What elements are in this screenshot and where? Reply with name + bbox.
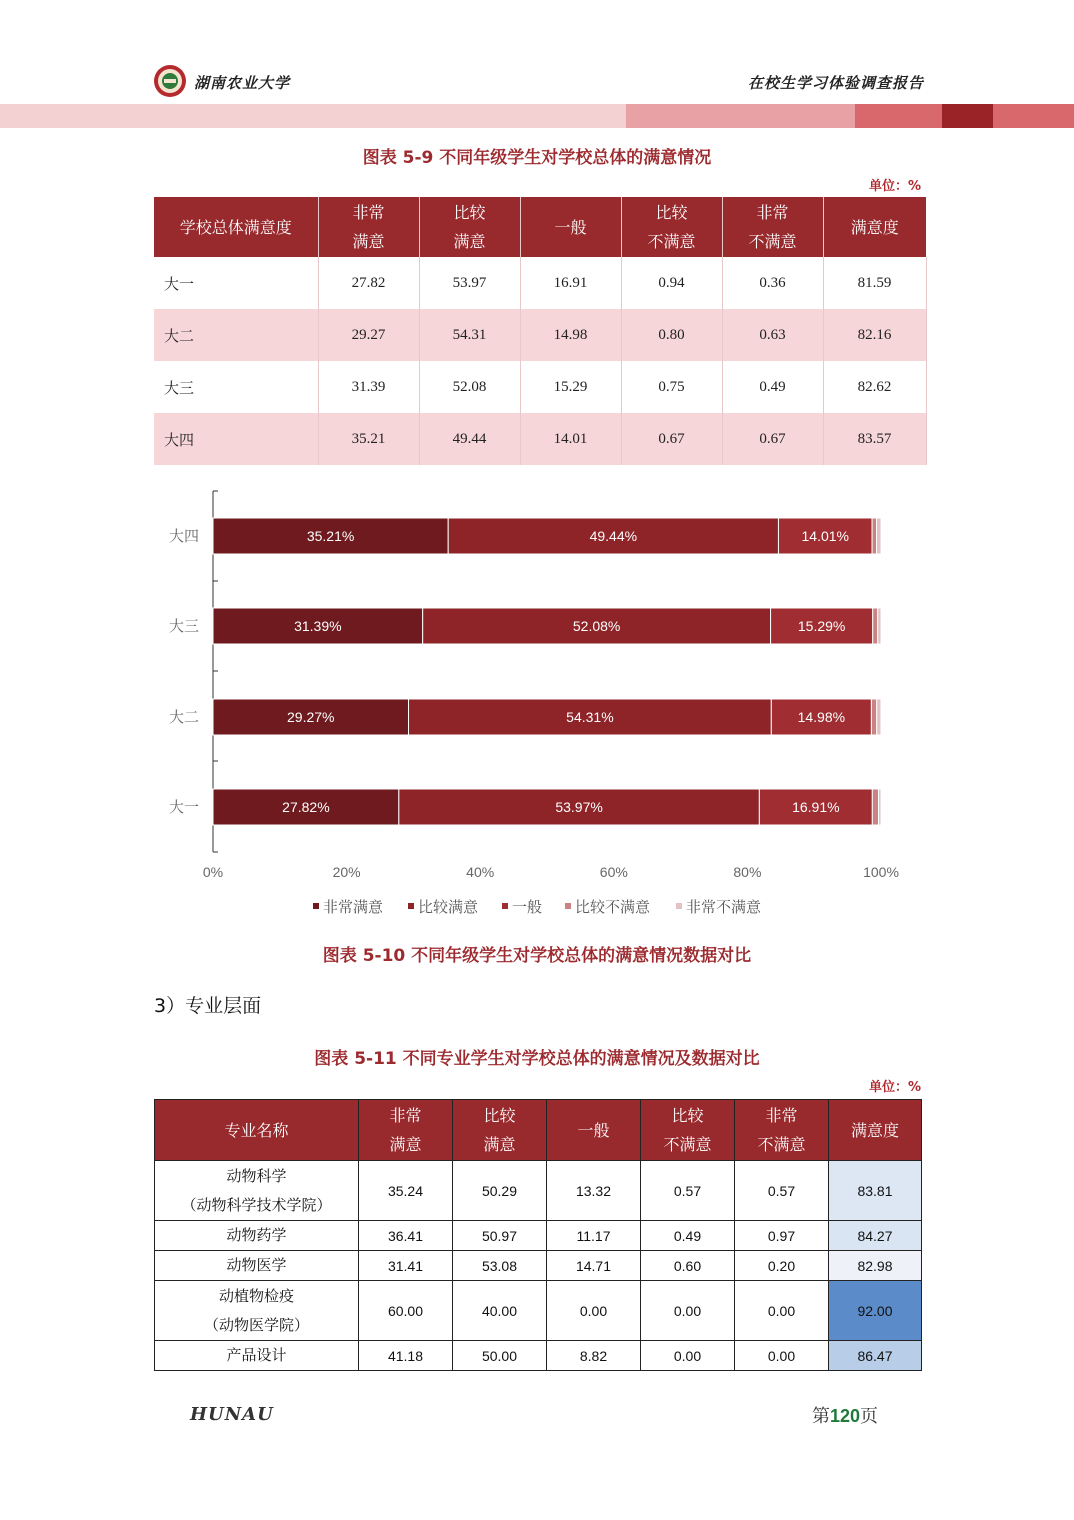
table-cell: 53.08 — [453, 1251, 547, 1281]
x-tick-label: 20% — [332, 864, 361, 880]
table-cell: 31.39 — [318, 361, 419, 413]
table-cell: 0.75 — [621, 361, 722, 413]
category-label: 大四 — [168, 527, 199, 545]
table-cell: 53.97 — [419, 257, 520, 309]
table1-unit: 单位：% — [868, 179, 921, 194]
table2-major-satisfaction — [154, 1099, 922, 1371]
footer-logo-text: HUNAU — [190, 1404, 274, 1425]
header-report-title: 在校生学习体验调查报告 — [747, 74, 924, 92]
table-cell: 0.80 — [621, 309, 722, 361]
table-cell: 0.00 — [641, 1281, 735, 1341]
table-cell: 50.00 — [453, 1341, 547, 1371]
data-label: 52.08% — [572, 618, 621, 634]
table-cell: 0.36 — [722, 257, 823, 309]
table-cell: 0.00 — [547, 1281, 641, 1341]
table-row — [155, 1281, 922, 1341]
table-cell: 0.94 — [621, 257, 722, 309]
table1-grade-satisfaction — [154, 197, 927, 465]
table-cell: 82.16 — [823, 309, 926, 361]
x-tick-label: 40% — [466, 864, 495, 880]
table-row — [155, 1161, 922, 1221]
x-tick-label: 100% — [863, 864, 899, 880]
table-cell: 0.00 — [641, 1341, 735, 1371]
table-cell: 60.00 — [359, 1281, 453, 1341]
column-header: 一般 — [520, 197, 621, 257]
bar-segment — [872, 518, 876, 554]
legend-swatch — [565, 903, 571, 909]
table-cell: 81.59 — [823, 257, 926, 309]
table-row — [155, 1221, 922, 1251]
major-name-cell: 动植物检疫 （动物医学院） — [155, 1281, 359, 1341]
table-cell: 11.17 — [547, 1221, 641, 1251]
table-row — [155, 1341, 922, 1371]
column-header: 比较 满意 — [453, 1100, 547, 1161]
table-cell: 29.27 — [318, 309, 419, 361]
column-header: 学校总体满意度 — [154, 197, 318, 257]
x-tick-label: 60% — [599, 864, 628, 880]
legend-label: 比较满意 — [418, 898, 479, 916]
university-seal-icon — [153, 64, 187, 98]
header-decorative-band — [0, 104, 1074, 128]
table2-unit: 单位：% — [868, 1080, 921, 1095]
table-cell: 36.41 — [359, 1221, 453, 1251]
table-cell: 50.97 — [453, 1221, 547, 1251]
data-label: 15.29% — [797, 618, 846, 634]
table-cell: 0.57 — [641, 1161, 735, 1221]
bar-segment — [871, 699, 876, 735]
x-tick-label: 0% — [202, 864, 224, 880]
bar-segment — [873, 608, 878, 644]
column-header: 比较 满意 — [419, 197, 520, 257]
table-cell: 35.24 — [359, 1161, 453, 1221]
table-cell: 0.49 — [722, 361, 823, 413]
table-row — [154, 413, 926, 465]
satisfaction-cell: 92.00 — [829, 1281, 922, 1341]
table-cell: 14.71 — [547, 1251, 641, 1281]
data-label: 29.27% — [287, 709, 335, 725]
table-cell: 0.63 — [722, 309, 823, 361]
table-row — [154, 257, 926, 309]
table-cell: 41.18 — [359, 1341, 453, 1371]
data-label: 35.21% — [306, 528, 355, 544]
table-cell: 31.41 — [359, 1251, 453, 1281]
table-cell: 82.62 — [823, 361, 926, 413]
section-heading: 3）专业层面 — [154, 995, 262, 1017]
satisfaction-cell: 84.27 — [829, 1221, 922, 1251]
data-label: 54.31% — [566, 709, 614, 725]
table-header-row — [154, 197, 926, 257]
satisfaction-cell: 86.47 — [829, 1341, 922, 1371]
column-header: 非常 满意 — [359, 1100, 453, 1161]
category-label: 大二 — [168, 708, 199, 726]
header-school-name: 湖南农业大学 — [194, 74, 291, 92]
table-cell: 8.82 — [547, 1341, 641, 1371]
data-label: 27.82% — [282, 799, 330, 815]
table-cell: 49.44 — [419, 413, 520, 465]
data-label: 31.39% — [294, 618, 342, 634]
legend-swatch — [676, 903, 682, 909]
table-cell: 54.31 — [419, 309, 520, 361]
stacked-bar-chart — [150, 485, 920, 925]
legend-swatch — [502, 903, 508, 909]
column-header: 非常 不满意 — [722, 197, 823, 257]
table1-caption: 图表 5-9 不同年级学生对学校总体的满意情况 — [362, 148, 712, 168]
table-cell: 14.01 — [520, 413, 621, 465]
category-label: 大一 — [168, 798, 199, 816]
major-name-cell: 动物科学 （动物科学技术学院） — [155, 1161, 359, 1221]
column-header: 非常 不满意 — [735, 1100, 829, 1161]
satisfaction-cell: 83.81 — [829, 1161, 922, 1221]
table-cell: 0.60 — [641, 1251, 735, 1281]
table-cell: 0.00 — [735, 1341, 829, 1371]
footer-page-number: 第120页 — [812, 1406, 879, 1427]
table-cell: 0.97 — [735, 1221, 829, 1251]
legend-label: 非常满意 — [323, 898, 384, 916]
table-row — [154, 309, 926, 361]
table-cell: 15.29 — [520, 361, 621, 413]
table-cell: 83.57 — [823, 413, 926, 465]
column-header: 满意度 — [829, 1100, 922, 1161]
major-name-cell: 产品设计 — [155, 1341, 359, 1371]
major-name-cell: 动物药学 — [155, 1221, 359, 1251]
row-label: 大三 — [154, 361, 318, 413]
major-name-cell: 动物医学 — [155, 1251, 359, 1281]
legend-label: 一般 — [512, 898, 543, 916]
column-header: 满意度 — [823, 197, 926, 257]
column-header: 比较 不满意 — [621, 197, 722, 257]
table-cell: 0.67 — [722, 413, 823, 465]
category-label: 大三 — [168, 617, 199, 635]
table-cell: 35.21 — [318, 413, 419, 465]
chart-caption: 图表 5-10 不同年级学生对学校总体的满意情况数据对比 — [322, 946, 752, 966]
legend-label: 非常不满意 — [686, 898, 762, 916]
data-label: 16.91% — [792, 799, 840, 815]
bar-segment — [879, 789, 881, 825]
table-cell: 0.20 — [735, 1251, 829, 1281]
data-label: 14.01% — [801, 528, 849, 544]
table-cell: 13.32 — [547, 1161, 641, 1221]
column-header: 非常 满意 — [318, 197, 419, 257]
table-cell: 0.57 — [735, 1161, 829, 1221]
legend-swatch — [313, 903, 319, 909]
table-row — [154, 361, 926, 413]
bar-segment — [877, 699, 881, 735]
bar-segment — [878, 608, 881, 644]
table-cell: 27.82 — [318, 257, 419, 309]
table-cell: 14.98 — [520, 309, 621, 361]
table-row — [155, 1251, 922, 1281]
bar-segment — [872, 789, 878, 825]
table-cell: 0.49 — [641, 1221, 735, 1251]
data-label: 53.97% — [555, 799, 603, 815]
table-cell: 0.67 — [621, 413, 722, 465]
column-header: 专业名称 — [155, 1100, 359, 1161]
table-cell: 16.91 — [520, 257, 621, 309]
row-label: 大二 — [154, 309, 318, 361]
column-header: 一般 — [547, 1100, 641, 1161]
legend-swatch — [408, 903, 414, 909]
table-cell: 40.00 — [453, 1281, 547, 1341]
bar-segment — [877, 518, 881, 554]
data-label: 49.44% — [589, 528, 638, 544]
satisfaction-cell: 82.98 — [829, 1251, 922, 1281]
x-tick-label: 80% — [733, 864, 762, 880]
row-label: 大一 — [154, 257, 318, 309]
table-cell: 0.00 — [735, 1281, 829, 1341]
table-cell: 52.08 — [419, 361, 520, 413]
table2-caption: 图表 5-11 不同专业学生对学校总体的满意情况及数据对比 — [314, 1049, 760, 1069]
table-header-row — [155, 1100, 922, 1161]
data-label: 14.98% — [797, 709, 846, 725]
legend-label: 比较不满意 — [575, 898, 651, 916]
table-cell: 50.29 — [453, 1161, 547, 1221]
row-label: 大四 — [154, 413, 318, 465]
column-header: 比较 不满意 — [641, 1100, 735, 1161]
